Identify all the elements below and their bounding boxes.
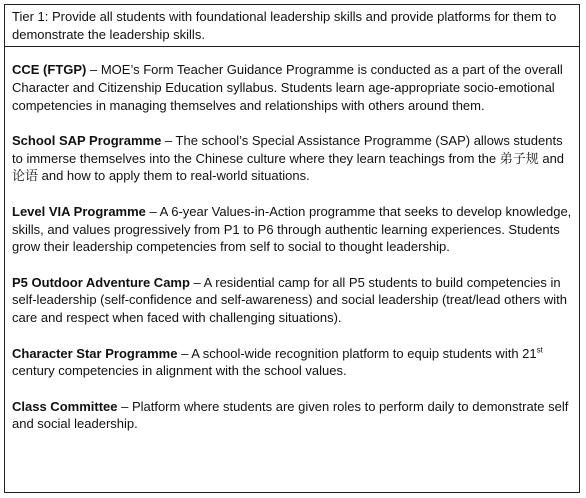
programme-item-sap xyxy=(12,132,572,185)
programme-name: Character Star Programme xyxy=(12,345,178,361)
programme-list xyxy=(5,47,579,433)
programme-item-class-committee xyxy=(12,398,572,434)
programme-item-camp xyxy=(12,274,572,327)
programme-item-cce xyxy=(12,61,572,114)
programme-description: – A residential camp for all P5 students to build competencies in self-leadership (self-confidence and self-awareness) and social leadership (treat/lead others with care and respect when faced with challenging situations). xyxy=(12,274,567,326)
programme-name: Class Committee xyxy=(12,398,118,414)
programme-description: – The school’s Special Assistance Programme (SAP) allows students to immerse themselves into the Chinese culture where they learn teachings from the 弟子规 and 论语 and how to apply them to real-world situations. xyxy=(12,132,565,184)
programme-description: – A 6-year Values-in-Action programme that seeks to develop knowledge, skills, and values progressively from P1 to P6 through authentic learning experiences. Students grow their leadership competencies from self to social to thought leadership. xyxy=(12,203,572,255)
programme-description-end: century competencies in alignment with the school values. xyxy=(12,363,347,379)
ordinal-superscript: st xyxy=(536,345,543,355)
programme-name: School SAP Programme xyxy=(12,132,162,148)
programme-description: – MOE’s Form Teacher Guidance Programme is conducted as a part of the overall Character and Citizenship Education syllabus. Students learn age-appropriate socio-emotional competencies in managing themselves and relationships with others around them. xyxy=(12,62,563,113)
tier-header-text: Tier 1: Provide all students with foundational leadership skills and provide platforms for them to demonstrate the leadership skills. xyxy=(12,9,557,42)
programme-item-character-star xyxy=(12,345,572,381)
programme-description: – A school-wide recognition platform to equip students with 21 xyxy=(177,345,537,361)
programme-name: CCE (FTGP) xyxy=(12,62,87,77)
programme-item-via xyxy=(12,203,572,256)
programme-description: – Platform where students are given roles to perform daily to demonstrate self and social leadership. xyxy=(12,398,569,432)
programme-name: P5 Outdoor Adventure Camp xyxy=(12,274,190,290)
tier-header xyxy=(5,5,579,47)
programme-name: Level VIA Programme xyxy=(12,203,146,219)
tier-table xyxy=(4,4,580,493)
